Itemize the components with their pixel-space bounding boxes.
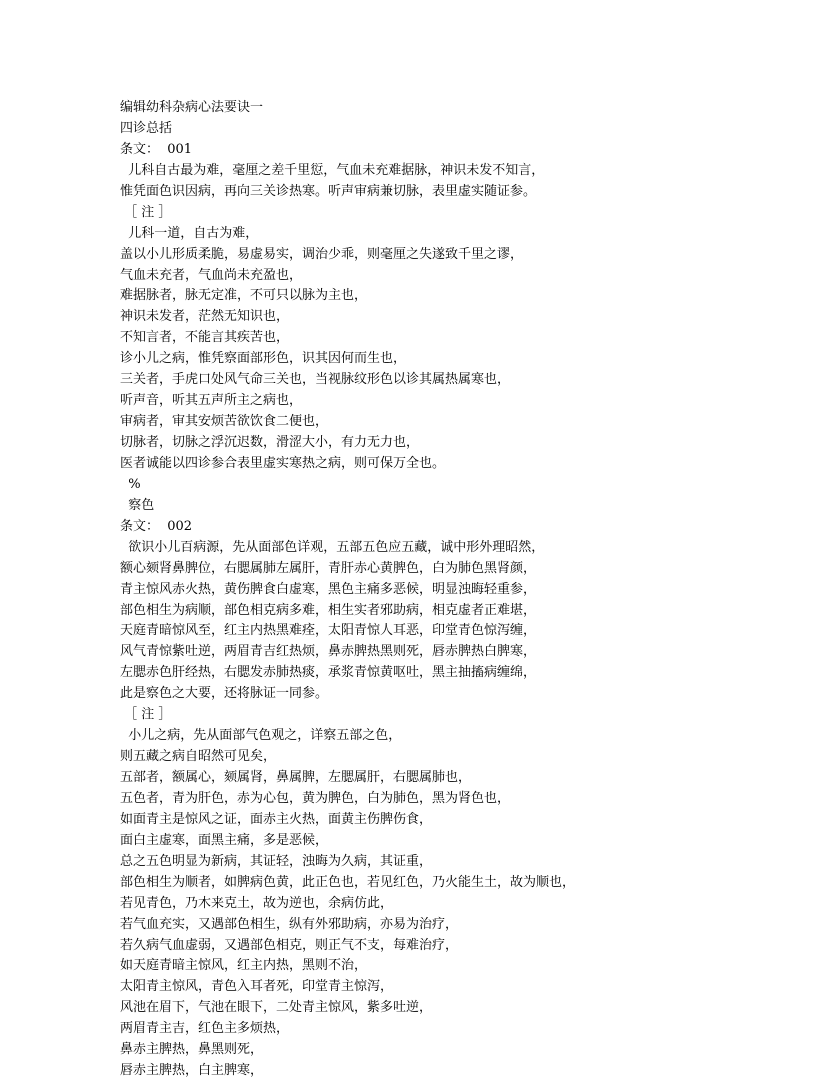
- section-heading-sizhen: 四诊总括: [120, 120, 173, 136]
- verse-line: 欲识小儿百病源，先从面部色详观，五部五色应五藏，诚中形外理昭然，: [120, 539, 545, 555]
- note-line: 若见青色，乃木来克土，故为逆也，余病仿此，: [120, 895, 394, 911]
- note-line: 小儿之病，先从面部气色观之，详察五部之色，: [120, 728, 402, 744]
- note-line: 风池在眉下，气池在眼下，二处青主惊风，紫多吐逆，: [120, 1000, 433, 1016]
- verse-line: 天庭青暗惊风至，红主内热黑难痊，太阳青惊人耳恶，印堂青色惊泻缠，: [120, 623, 537, 639]
- note-line: 部色相生为顺者，如脾病色黄，此正色也，若见红色，乃火能生土，故为顺也，: [120, 874, 576, 890]
- entry-label-001: 条文： 001: [120, 141, 193, 157]
- document-title: 编辑幼科杂病心法要诀一: [120, 100, 264, 115]
- note-line: 盖以小儿形质柔脆，易虚易实，调治少乖，则毫厘之失遂致千里之谬，: [120, 246, 524, 262]
- note-line: 切脉者，切脉之浮沉迟数，滑涩大小，有力无力也，: [120, 435, 420, 450]
- note-line: 儿科一道，自古为难，: [120, 225, 259, 241]
- verse-line: 风气青惊紫吐逆，两眉青吉红热烦，鼻赤脾热黑则死，唇赤脾热白脾寒，: [120, 644, 537, 660]
- note-line: 若久病气血虚弱，又遇部色相克，则正气不支，每难治疗，: [120, 937, 459, 953]
- note-line: 三关者，手虎口处风气命三关也，当视脉纹形色以诊其属热属寒也，: [120, 372, 511, 388]
- note-line: 如面青主是惊风之证，面赤主火热，面黄主伤脾伤食，: [120, 811, 433, 827]
- note-line: 医者诚能以四诊参合表里虚实寒热之病，则可保万全也。: [120, 455, 446, 471]
- note-line: 则五藏之病自昭然可见矣，: [120, 749, 277, 765]
- note-line: 鼻赤主脾热，鼻黑则死，: [120, 1042, 264, 1058]
- note-line: 两眉青主吉，红色主多烦热，: [120, 1021, 290, 1037]
- note-line: 神识未发者，茫然无知识也，: [120, 309, 290, 325]
- verse-line: 额心颏肾鼻脾位，右腮属肺左属肝，青肝赤心黄脾色，白为肺色黑肾颜，: [120, 560, 537, 576]
- verse-line: 青主惊风赤火热，黄伤脾食白虚寒，黑色主痛多恶候，明显浊晦轻重参，: [120, 581, 537, 597]
- note-line: 太阳青主惊风，青色入耳者死，印堂青主惊泻，: [120, 979, 394, 995]
- note-line: 唇赤主脾热，白主脾寒，: [120, 1063, 264, 1079]
- note-line: 气血未充者，气血尚未充盈也，: [120, 267, 303, 283]
- note-line: 难据脉者，脉无定准，不可只以脉为主也，: [120, 288, 368, 304]
- verse-line: 左腮赤色肝经热，右腮发赤肺热痰，承浆青惊黄呕吐，黑主抽搐病缠绵，: [120, 665, 537, 681]
- note-line: 听声音，听其五声所主之病也，: [120, 393, 303, 409]
- verse-line: 此是察色之大要，还将脉证一同参。: [120, 686, 329, 702]
- note-line: 面白主虚寒，面黑主痛，多是恶候，: [120, 832, 329, 848]
- section-heading-chase: 察色: [120, 497, 155, 513]
- note-line: 审病者，审其安烦苦欲饮食二便也，: [120, 414, 329, 430]
- note-label: ［ 注 ］: [120, 204, 172, 220]
- note-line: 不知言者，不能言其疾苦也，: [120, 330, 290, 346]
- note-line: 若气血充实，又遇部色相生，纵有外邪助病，亦易为治疗，: [120, 916, 459, 932]
- document-page: [120, 98, 800, 1082]
- note-label: ［ 注 ］: [120, 707, 172, 723]
- note-line: 五色者，青为肝色，赤为心包，黄为脾色，白为肺色，黑为肾色也，: [120, 790, 511, 806]
- verse-line: 儿科自古最为难，毫厘之差千里愆，气血未充难据脉，神识未发不知言，: [120, 162, 545, 178]
- note-line: 五部者，额属心，颏属肾，鼻属脾，左腮属肝，右腮属肺也，: [120, 770, 472, 785]
- note-line: 诊小儿之病，惟凭察面部形色，识其因何而生也，: [120, 351, 407, 367]
- verse-line: 部色相生为病顺，部色相克病多难，相生实者邪助病，相克虚者正难堪，: [120, 602, 537, 618]
- note-line: 如天庭青暗主惊风，红主内热，黑则不治，: [120, 958, 368, 974]
- entry-label-002: 条文： 002: [120, 518, 193, 534]
- verse-line: 惟凭面色识因病，再向三关诊热寒。听声审病兼切脉，表里虚实随证参。: [120, 183, 537, 199]
- note-line: 总之五色明显为新病，其证轻，浊晦为久病，其证重，: [120, 853, 433, 869]
- section-separator: %: [120, 476, 141, 492]
